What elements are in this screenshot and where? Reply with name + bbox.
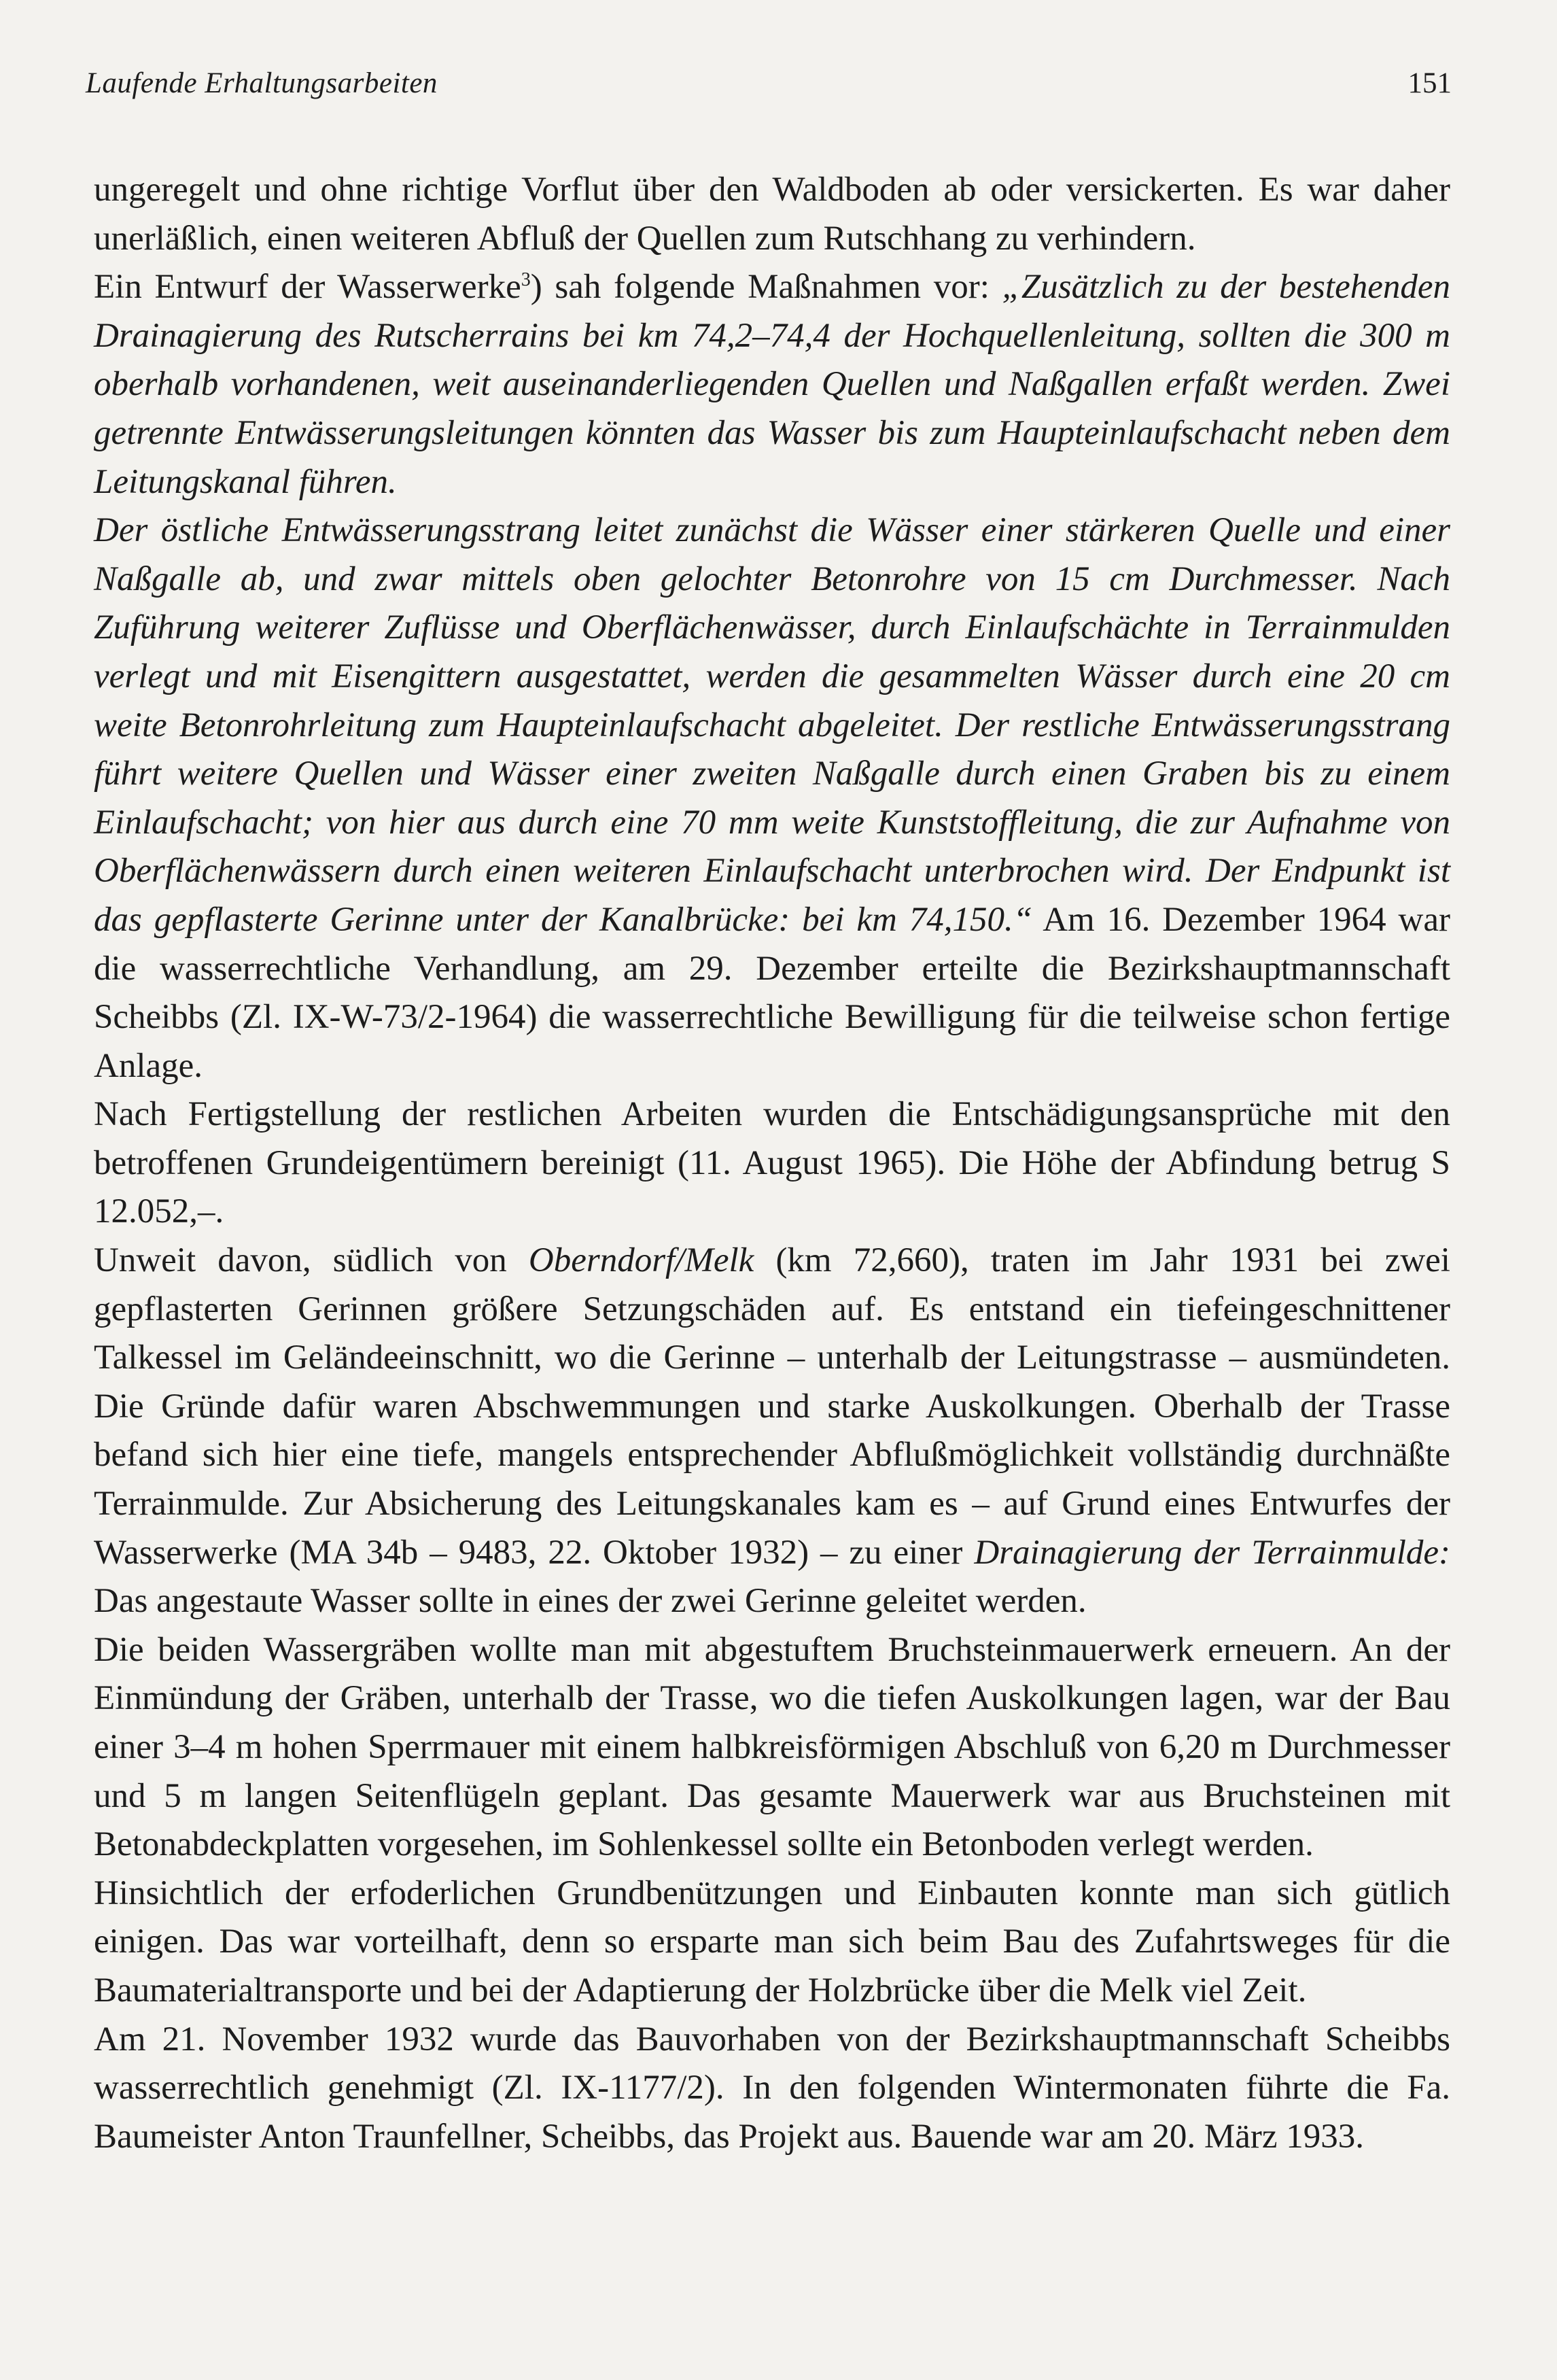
text-run: ) sah folgende Maßnahmen vor: bbox=[530, 268, 1002, 307]
italic-text: Oberndorf/Melk bbox=[528, 1241, 754, 1280]
text-run: Ein Entwurf der Wasserwerke bbox=[94, 268, 521, 307]
text-run: (km 72,660), traten im Jahr 1931 bei zwei gepflasterten Gerinnen größere Setzungschäden auf. Es entstand ein tiefeingeschnittener Talkessel im Geländeeinschnitt, wo die Gerinne – unterhalb der Leitungstrasse – ausmündeten. Die Gründe dafür waren Abschwemmungen und starke Auskolkungen. Oberhalb der Trasse befand sich hier eine tiefe, mangels entsprechender Abflußmöglichkeit vollständig durchnäßte Terrainmulde. Zur Absicherung des Leitungskanales kam es – auf Grund eines Entwurfes der Wasserwerke (MA 34b – 9483, 22. Oktober 1932) – zu einer bbox=[94, 1241, 1450, 1572]
text-run: Nach Fertigstellung der restlichen Arbeiten wurden die Entschädigungsansprüche mit den betroffenen Grundeigentümern bereinigt (11. August 1965). Die Höhe der Abfindung betrug S 12.052,–. bbox=[94, 1095, 1450, 1231]
paragraph bbox=[94, 1090, 1450, 1237]
text-run: Die beiden Wassergräben wollte man mit abgestuftem Bruchsteinmauerwerk erneuern. An der Einmündung der Gräben, unterhalb der Trasse, wo die tiefen Auskolkungen lagen, war der Bau einer 3–4 m hohen Sperrmauer mit einem halbkreisförmigen Abschluß von 6,20 m Durchmesser und 5 m langen Seitenflügeln geplant. Das gesamte Mauerwerk war aus Bruchsteinen mit Betonabdeckplatten vorgesehen, im Sohlenkessel sollte ein Betonboden verlegt werden. bbox=[94, 1630, 1450, 1864]
text-run: Am 21. November 1932 wurde das Bauvorhaben von der Bezirkshauptmannschaft Scheibbs wasserrechtlich genehmigt (Zl. IX-1177/2). In den folgenden Wintermonaten führte die Fa. Baumeister Anton Traunfellner, Scheibbs, das Projekt aus. Bauende war am 20. März 1933. bbox=[94, 2020, 1450, 2156]
italic-text: Der östliche Entwässerungsstrang leitet zunächst die Wässer einer stärkeren Quelle und einer Naßgalle ab, und zwar mittels oben gelochter Betonrohre von 15 cm Durchmesser. Nach Zuführung weiterer Zuflüsse und Oberflächenwässer, durch Einlaufschächte in Terrainmulden verlegt und mit Eisengittern ausgestattet, werden die gesammelten Wässer durch eine 20 cm weite Betonrohrleitung zum Haupteinlaufschacht abgeleitet. Der restliche Entwässerungsstrang führt weitere Quellen und Wässer einer zweiten Naßgalle durch einen Graben bis zu einem Einlaufschacht; von hier aus durch eine 70 mm weite Kunststoffleitung, die zur Aufnahme von Oberflächenwässern durch einen weiteren Einlaufschacht unterbrochen wird. Der Endpunkt ist das gepflasterte Gerinne unter der Kanalbrücke: bei km 74,150.“ bbox=[94, 511, 1450, 939]
text-run: Unweit davon, südlich von bbox=[94, 1241, 529, 1280]
footnote-ref: 3 bbox=[521, 269, 531, 291]
italic-text: „Zusätzlich zu der bestehenden Drainagierung des Rutscherrains bei km 74,2–74,4 der Hochquellenleitung, sollten die 300 m oberhalb vorhandenen, weit auseinanderliegenden Quellen und Naßgallen erfaßt werden. Zwei getrennte Entwässerungsleitungen könnten das Wasser bis zum Haupteinlaufschacht neben dem Leitungskanal führen. bbox=[94, 268, 1450, 501]
body-text bbox=[94, 166, 1450, 2161]
page-header bbox=[86, 67, 1452, 121]
paragraph bbox=[94, 1237, 1450, 1626]
paragraph bbox=[94, 1626, 1450, 1869]
page-number: 151 bbox=[1407, 67, 1452, 99]
paragraph bbox=[94, 263, 1450, 506]
paragraph bbox=[94, 1869, 1450, 2016]
running-head: Laufende Erhaltungsarbeiten bbox=[86, 67, 438, 99]
paragraph bbox=[94, 2016, 1450, 2162]
italic-text: Drainagierung der Terrainmulde: bbox=[974, 1533, 1450, 1572]
text-run: Am 16. Dezember 1964 war die wasserrechtliche Verhandlung, am 29. Dezember erteilte die Bezirkshauptmannschaft Scheibbs (Zl. IX-W-73/2-1964) die wasserrechtliche Bewilligung für die teilweise schon fertige Anlage. bbox=[94, 900, 1450, 1085]
paragraph bbox=[94, 506, 1450, 1090]
text-run: Das angestaute Wasser sollte in eines der zwei Gerinne geleitet werden. bbox=[94, 1582, 1087, 1621]
paragraph bbox=[94, 166, 1450, 263]
text-run: ungeregelt und ohne richtige Vorflut über den Waldboden ab oder versickerten. Es war daher unerläßlich, einen weiteren Abfluß der Quellen zum Rutschhang zu verhindern. bbox=[94, 171, 1450, 258]
text-run: Hinsichtlich der erfoderlichen Grundbenützungen und Einbauten konnte man sich gütlich einigen. Das war vorteilhaft, denn so ersparte man sich beim Bau des Zufahrtsweges für die Baumaterialtransporte und bei der Adaptierung der Holzbrücke über die Melk viel Zeit. bbox=[94, 1874, 1450, 2010]
